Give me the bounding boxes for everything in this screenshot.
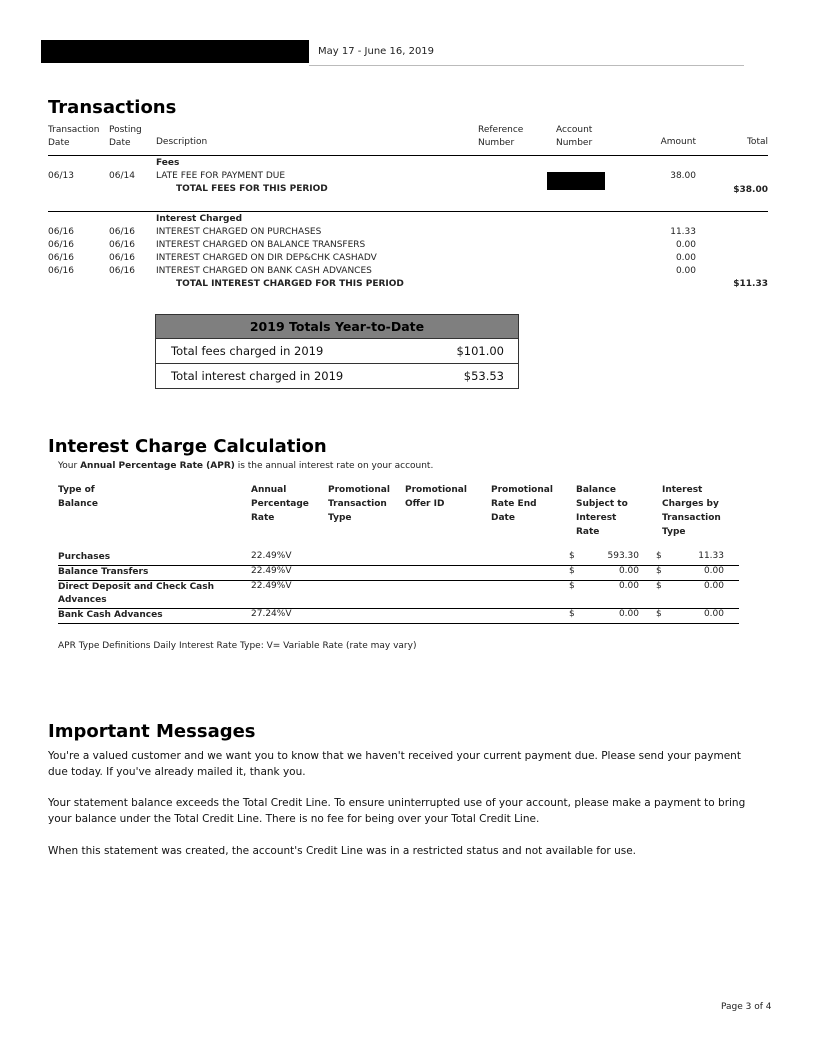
interest-description: INTEREST CHARGED ON BANK CASH ADVANCES [156,266,372,276]
transactions-title: Transactions [48,97,177,118]
ic-apr: 27.24%V [251,609,292,619]
ytd-interest-value: $53.53 [463,369,504,383]
ytd-interest-label: Total interest charged in 2019 [171,369,344,383]
messages-title: Important Messages [48,721,256,742]
ic-col-charges: Interest Charges by Transaction Type [662,485,721,537]
interest-total: $11.33 [733,279,768,289]
message-restricted: When this statement was created, the account's Credit Line was in a restricted status and not available for use. [48,845,636,857]
ic-apr: 22.49%V [251,566,292,576]
col-post-date: Posting Date [109,125,142,148]
header-rule [309,65,744,66]
ic-currency-balance: $ [569,581,575,591]
interest-amount: 11.33 [670,227,696,237]
interest-trans-date: 06/16 [48,240,74,250]
interest-amount: 0.00 [675,266,696,276]
ic-currency-charge: $ [656,551,662,561]
interest-heading: Interest Charged [156,214,243,224]
interest-trans-date: 06/16 [48,227,74,237]
ic-balance: 0.00 [618,566,639,576]
apr-definitions: APR Type Definitions Daily Interest Rate Type: V= Variable Rate (rate may vary) [58,641,417,651]
redacted-account-block [41,40,309,63]
apr-subtitle: Your Annual Percentage Rate (APR) is the annual interest rate on your account. [58,461,434,471]
fees-heading: Fees [156,158,180,168]
ic-balance: 0.00 [618,609,639,619]
ic-col-promo-type: Promotional Transaction Type [328,485,390,523]
interest-description: INTEREST CHARGED ON DIR DEP&CHK CASHADV [156,253,377,263]
interest-post-date: 06/16 [109,227,135,237]
fee-trans-date: 06/13 [48,171,74,181]
ic-col-apr: Annual Percentage Rate [251,485,309,523]
trans-header-rule [48,155,768,156]
fee-description: LATE FEE FOR PAYMENT DUE [156,171,286,181]
ic-charge: 0.00 [703,581,724,591]
ic-type: Purchases [58,552,111,562]
interest-post-date: 06/16 [109,266,135,276]
col-trans-date: Transaction Date [48,125,100,148]
interest-post-date: 06/16 [109,240,135,250]
ytd-fees-value: $101.00 [456,344,504,358]
col-description: Description [156,137,208,147]
message-payment-due: You're a valued customer and we want you to know that we haven't received your current payment due. Please send your payment due today. If you've already mailed it, thank you. [48,750,741,778]
ic-type: Balance Transfers [58,567,149,577]
ic-col-balance: Balance Subject to Interest Rate [576,485,628,537]
ic-currency-charge: $ [656,609,662,619]
ic-balance: 0.00 [618,581,639,591]
interest-description: INTEREST CHARGED ON PURCHASES [156,227,322,237]
col-reference: Reference Number [478,125,524,148]
interest-trans-date: 06/16 [48,253,74,263]
ic-currency-charge: $ [656,581,662,591]
ytd-totals-box [155,314,519,389]
ic-type: Direct Deposit and Check Cash [58,582,215,592]
interest-post-date: 06/16 [109,253,135,263]
redacted-account-number [547,172,605,190]
col-account: Account Number [556,125,593,148]
fees-total: $38.00 [733,185,768,195]
interest-calc-title: Interest Charge Calculation [48,436,327,457]
ic-type: Bank Cash Advances [58,610,163,620]
ytd-row-interest [156,364,518,388]
col-total: Total [746,137,768,147]
ytd-row-fees [156,339,518,364]
ic-apr: 22.49%V [251,581,292,591]
ic-col-promo-offer: Promotional Offer ID [405,485,467,509]
ic-charge: 0.00 [703,566,724,576]
ic-currency-charge: $ [656,566,662,576]
interest-description: INTEREST CHARGED ON BALANCE TRANSFERS [156,240,366,250]
fees-rule [48,211,768,212]
ytd-fees-label: Total fees charged in 2019 [171,344,324,358]
col-amount: Amount [660,137,696,147]
interest-trans-date: 06/16 [48,266,74,276]
interest-total-label: TOTAL INTEREST CHARGED FOR THIS PERIOD [176,279,404,289]
statement-period: May 17 - June 16, 2019 [318,46,435,57]
ic-row-rule [58,623,739,624]
interest-amount: 0.00 [675,240,696,250]
ic-balance: 593.30 [607,551,639,561]
fees-total-label: TOTAL FEES FOR THIS PERIOD [176,184,328,194]
ic-charge: 0.00 [703,609,724,619]
message-over-limit: Your statement balance exceeds the Total Credit Line. To ensure uninterrupted use of your account, please make a payment to bring your balance under the Total Credit Line. There is no fee for being over your Total Credit Line. [48,797,746,825]
ic-currency-balance: $ [569,551,575,561]
ic-charge: 11.33 [698,551,724,561]
ic-type-cont: Advances [58,595,107,605]
ic-col-type: Type of Balance [58,485,98,509]
fee-post-date: 06/14 [109,171,135,181]
ytd-title: 2019 Totals Year-to-Date [156,315,518,339]
page-number: Page 3 of 4 [721,1002,772,1012]
interest-amount: 0.00 [675,253,696,263]
ic-col-promo-end: Promotional Rate End Date [491,485,553,523]
fee-amount: 38.00 [670,171,696,181]
ic-currency-balance: $ [569,566,575,576]
ic-currency-balance: $ [569,609,575,619]
ic-apr: 22.49%V [251,551,292,561]
